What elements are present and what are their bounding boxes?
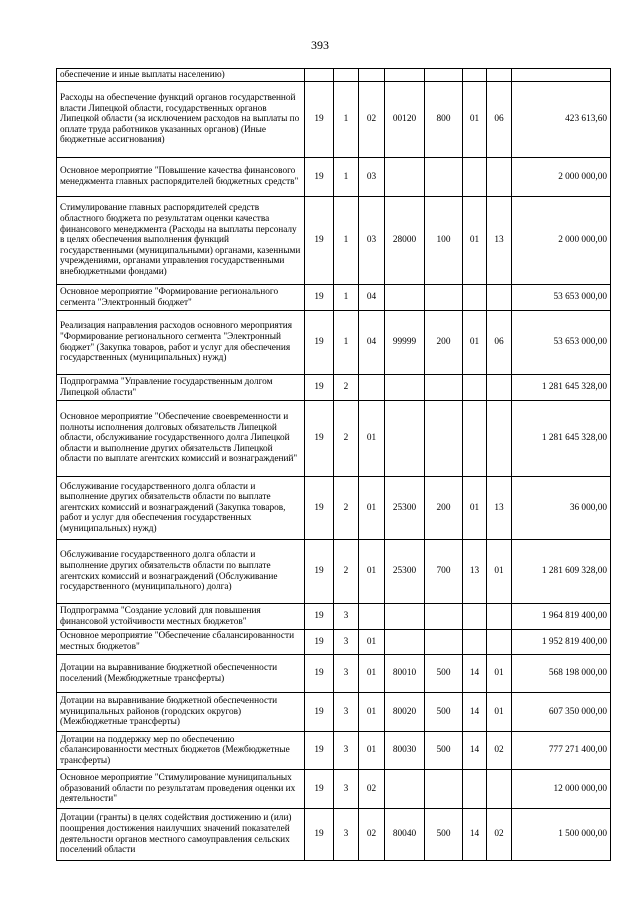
table-row [57,604,611,630]
code-cell: 04 [359,311,385,375]
code-cell: 19 [305,655,334,693]
page-number: 393 [311,38,329,52]
code-cell: 01 [487,540,512,604]
table-row [57,285,611,311]
code-cell: 14 [463,693,487,732]
code-cell: 1 [334,311,359,375]
code-cell: 3 [334,655,359,693]
amount-cell: 777 271 400,00 [512,732,611,770]
code-cell [463,604,487,630]
code-cell: 01 [463,311,487,375]
code-cell: 19 [305,809,334,861]
code-cell: 700 [425,540,463,604]
code-cell: 01 [359,401,385,477]
code-cell [359,69,385,82]
code-cell [487,630,512,655]
code-cell [359,375,385,401]
code-cell [487,770,512,809]
amount-cell: 36 000,00 [512,477,611,540]
code-cell: 500 [425,655,463,693]
table-row [57,375,611,401]
code-cell [487,69,512,82]
code-cell [425,604,463,630]
code-cell: 19 [305,285,334,311]
amount-cell: 1 281 645 328,00 [512,375,611,401]
budget-table [56,68,611,861]
code-cell: 500 [425,809,463,861]
code-cell: 80040 [385,809,425,861]
amount-cell: 423 613,60 [512,82,611,158]
code-cell: 19 [305,82,334,158]
code-cell: 200 [425,477,463,540]
expense-name-cell: Дотации на выравнивание бюджетной обеспеченности муниципальных районов (городских округов) (Межбюджетные трансферты) [57,693,305,732]
code-cell: 3 [334,732,359,770]
code-cell: 25300 [385,540,425,604]
code-cell [385,69,425,82]
amount-cell [512,69,611,82]
table-row [57,82,611,158]
code-cell [487,401,512,477]
expense-name-cell: Обслуживание государственного долга области и выполнение других обязательств области по выплате агентских комиссий и вознаграждений (Обслуживание государственного (муниципального) долга) [57,540,305,604]
code-cell: 3 [334,809,359,861]
code-cell [334,69,359,82]
code-cell [425,69,463,82]
code-cell: 19 [305,732,334,770]
code-cell: 19 [305,693,334,732]
code-cell: 80010 [385,655,425,693]
code-cell: 500 [425,732,463,770]
expense-name-cell: Основное мероприятие "Обеспечение своевременности и полноты исполнения долговых обязательств Липецкой области, обслуживание государственного долга Липецкой области и выполнение других обязательств Липецкой области по выплате агентских комиссий и вознаграждений" [57,401,305,477]
amount-cell: 1 281 645 328,00 [512,401,611,477]
code-cell [385,285,425,311]
code-cell [385,375,425,401]
code-cell: 01 [359,693,385,732]
expense-name-cell: Основное мероприятие "Стимулирование муниципальных образований области по результатам проведения оценки их деятельности" [57,770,305,809]
code-cell: 19 [305,770,334,809]
code-cell: 19 [305,540,334,604]
code-cell: 1 [334,82,359,158]
code-cell: 02 [359,82,385,158]
code-cell: 19 [305,311,334,375]
code-cell: 13 [487,197,512,285]
code-cell [463,158,487,197]
expense-name-cell: Дотации (гранты) в целях содействия достижению и (или) поощрения достижения наилучших значений показателей деятельности органов местного самоуправления сельских поселений области [57,809,305,861]
code-cell: 80020 [385,693,425,732]
expense-name-cell: Дотации на поддержку мер по обеспечению сбалансированности местных бюджетов (Межбюджетные трансферты) [57,732,305,770]
expense-name-cell: Основное мероприятие "Повышение качества финансового менеджмента главных распорядителей бюджетных средств" [57,158,305,197]
code-cell [487,375,512,401]
table-row [57,197,611,285]
table-row [57,732,611,770]
code-cell [463,69,487,82]
code-cell: 01 [487,655,512,693]
code-cell: 01 [487,693,512,732]
code-cell: 02 [359,770,385,809]
code-cell: 2 [334,540,359,604]
code-cell: 28000 [385,197,425,285]
expense-name-cell: Обслуживание государственного долга области и выполнение других обязательств области по выплате агентских комиссий и вознаграждений (Закупка товаров, работ и услуг для обеспечения государственных (муниципальных) нужд) [57,477,305,540]
code-cell [463,401,487,477]
code-cell [385,770,425,809]
code-cell [305,69,334,82]
code-cell: 800 [425,82,463,158]
expense-name-cell: Подпрограмма "Создание условий для повышения финансовой устойчивости местных бюджетов" [57,604,305,630]
table-row [57,630,611,655]
code-cell [425,158,463,197]
code-cell: 06 [487,311,512,375]
code-cell: 19 [305,401,334,477]
table-row [57,477,611,540]
code-cell [487,158,512,197]
code-cell: 2 [334,401,359,477]
code-cell [385,158,425,197]
code-cell: 02 [487,809,512,861]
code-cell: 1 [334,197,359,285]
code-cell: 3 [334,630,359,655]
code-cell: 80030 [385,732,425,770]
code-cell: 14 [463,655,487,693]
code-cell: 19 [305,197,334,285]
code-cell: 3 [334,693,359,732]
code-cell: 01 [359,540,385,604]
expense-name-cell: обеспечение и иные выплаты населению) [57,69,305,82]
code-cell: 01 [359,655,385,693]
table-row [57,69,611,82]
amount-cell: 607 350 000,00 [512,693,611,732]
code-cell: 19 [305,604,334,630]
amount-cell: 1 500 000,00 [512,809,611,861]
code-cell: 01 [463,197,487,285]
amount-cell: 12 000 000,00 [512,770,611,809]
code-cell [463,770,487,809]
code-cell: 3 [334,604,359,630]
amount-cell: 53 653 000,00 [512,285,611,311]
code-cell: 25300 [385,477,425,540]
amount-cell: 2 000 000,00 [512,158,611,197]
code-cell: 200 [425,311,463,375]
code-cell: 2 [334,375,359,401]
table-row [57,770,611,809]
amount-cell: 1 964 819 400,00 [512,604,611,630]
expense-name-cell: Реализация направления расходов основного мероприятия "Формирование регионального сегмента "Электронный бюджет" (Закупка товаров, работ и услуг для обеспечения государственных (муниципальных) нужд) [57,311,305,375]
code-cell [425,401,463,477]
code-cell [487,285,512,311]
code-cell: 500 [425,693,463,732]
amount-cell: 53 653 000,00 [512,311,611,375]
code-cell: 14 [463,732,487,770]
table-row [57,158,611,197]
table-row [57,401,611,477]
code-cell: 13 [487,477,512,540]
code-cell: 14 [463,809,487,861]
code-cell [385,604,425,630]
code-cell: 19 [305,375,334,401]
code-cell [487,604,512,630]
code-cell: 01 [359,477,385,540]
amount-cell: 568 198 000,00 [512,655,611,693]
code-cell: 2 [334,477,359,540]
code-cell [385,630,425,655]
code-cell: 13 [463,540,487,604]
expense-name-cell: Подпрограмма "Управление государственным долгом Липецкой области" [57,375,305,401]
code-cell: 01 [463,82,487,158]
table-row [57,809,611,861]
code-cell [425,285,463,311]
code-cell: 1 [334,285,359,311]
expense-name-cell: Стимулирование главных распорядителей средств областного бюджета по результатам оценки качества финансового менеджмента (Расходы на выплаты персоналу в целях обеспечения выполнения функций государственными (муниципальными) органами, казенными учреждениями, органами управления государственными внебюджетными фондами) [57,197,305,285]
code-cell: 19 [305,630,334,655]
code-cell: 00120 [385,82,425,158]
code-cell: 02 [487,732,512,770]
table-row [57,655,611,693]
code-cell: 01 [463,477,487,540]
code-cell: 03 [359,197,385,285]
code-cell: 19 [305,158,334,197]
amount-cell: 1 952 819 400,00 [512,630,611,655]
code-cell [463,630,487,655]
code-cell: 3 [334,770,359,809]
table-row [57,311,611,375]
code-cell: 01 [359,630,385,655]
code-cell: 19 [305,477,334,540]
code-cell: 1 [334,158,359,197]
amount-cell: 1 281 609 328,00 [512,540,611,604]
table-row [57,540,611,604]
code-cell: 06 [487,82,512,158]
expense-name-cell: Основное мероприятие "Формирование регионального сегмента "Электронный бюджет" [57,285,305,311]
code-cell: 01 [359,732,385,770]
code-cell: 02 [359,809,385,861]
code-cell: 99999 [385,311,425,375]
code-cell: 04 [359,285,385,311]
amount-cell: 2 000 000,00 [512,197,611,285]
code-cell: 03 [359,158,385,197]
code-cell [425,630,463,655]
expense-name-cell: Дотации на выравнивание бюджетной обеспеченности поселений (Межбюджетные трансферты) [57,655,305,693]
code-cell [385,401,425,477]
code-cell: 100 [425,197,463,285]
code-cell [359,604,385,630]
code-cell [463,375,487,401]
code-cell [425,770,463,809]
table-row [57,693,611,732]
expense-name-cell: Основное мероприятие "Обеспечение сбалансированности местных бюджетов" [57,630,305,655]
code-cell [425,375,463,401]
expense-name-cell: Расходы на обеспечение функций органов государственной власти Липецкой области, государственных органов Липецкой области (за исключением расходов на выплаты по оплате труда работников указанных органов) (Иные бюджетные ассигнования) [57,82,305,158]
code-cell [463,285,487,311]
